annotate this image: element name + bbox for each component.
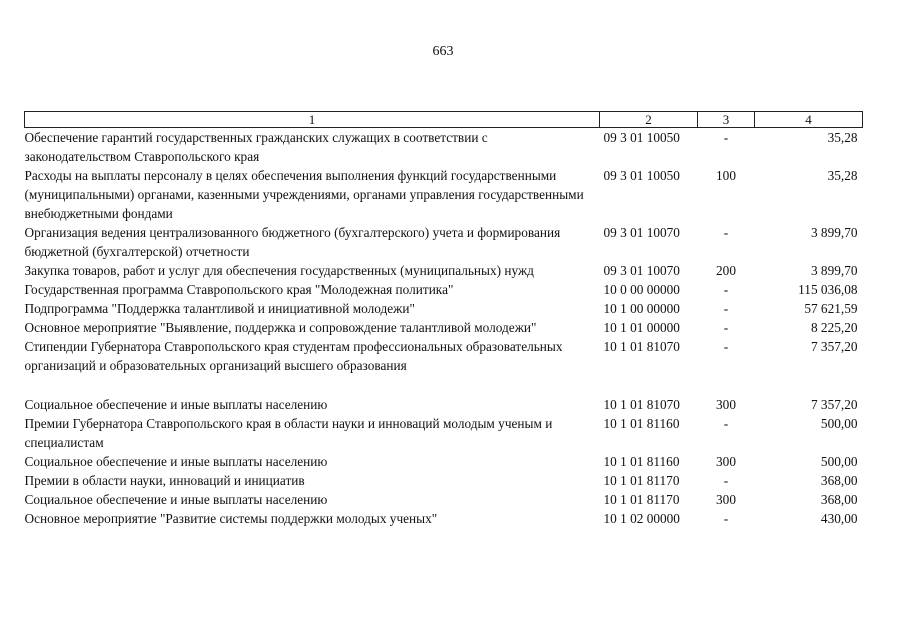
row-name-cell: Закупка товаров, работ и услуг для обеспечения государственных (муниципальных) нужд <box>24 263 534 278</box>
table-header <box>25 112 863 128</box>
header-col-3: 3 <box>698 112 755 128</box>
table-row <box>25 490 863 509</box>
row-type-cell: 200 <box>716 263 736 278</box>
table-row <box>25 452 863 471</box>
row-code-cell: 10 1 01 81170 <box>603 492 680 507</box>
table-row <box>25 128 863 167</box>
header-col-1: 1 <box>25 112 600 128</box>
table-body <box>25 128 863 529</box>
row-name-cell: Государственная программа Ставропольского края "Молодежная политика" <box>24 282 454 297</box>
row-sum-cell: 500,00 <box>820 416 858 431</box>
row-type-cell: - <box>723 282 729 297</box>
row-type-cell: - <box>723 320 729 335</box>
row-sum-cell: 368,00 <box>820 492 858 507</box>
row-type-cell: - <box>723 473 729 488</box>
row-sum-cell: 7 357,20 <box>810 397 858 412</box>
table-row <box>25 223 863 261</box>
row-sum-cell: 115 036,08 <box>798 282 858 297</box>
row-name-cell: Социальное обеспечение и иные выплаты населению <box>24 454 328 469</box>
table-row <box>25 280 863 299</box>
row-type-cell: 300 <box>716 397 736 412</box>
row-name-cell: Расходы на выплаты персоналу в целях обеспечения выполнения функций государственными (муниципальными) органами, казенными учреждениями, органами управления государственными внебюджетными фондами <box>24 168 584 221</box>
row-sum-cell: 368,00 <box>820 473 858 488</box>
row-spacer <box>25 375 863 395</box>
row-sum-cell: 3 899,70 <box>810 225 858 240</box>
row-name-cell: Социальное обеспечение и иные выплаты населению <box>24 492 328 507</box>
row-code-cell: 10 1 01 81070 <box>603 339 680 354</box>
row-code-cell: 09 3 01 10050 <box>603 168 680 183</box>
row-name-cell: Премии в области науки, инноваций и инициатив <box>24 473 305 488</box>
row-type-cell: 300 <box>716 454 736 469</box>
row-type-cell: - <box>723 301 729 316</box>
table-row <box>25 318 863 337</box>
table-row <box>25 395 863 414</box>
table-row <box>25 166 863 223</box>
row-sum-cell: 430,00 <box>820 511 858 526</box>
row-type-cell: 100 <box>716 168 736 183</box>
row-type-cell: - <box>723 130 729 145</box>
row-type-cell: 300 <box>716 492 736 507</box>
table-row <box>25 261 863 280</box>
row-code-cell: 10 0 00 00000 <box>603 282 680 297</box>
page-number: 663 <box>432 44 454 59</box>
row-sum-cell: 8 225,20 <box>810 320 858 335</box>
table-row <box>25 337 863 375</box>
row-name-cell: Основное мероприятие "Развитие системы поддержки молодых ученых" <box>24 511 438 526</box>
row-name-cell: Премии Губернатора Ставропольского края в области науки и инноваций молодым ученым и специалистам <box>24 416 553 450</box>
row-name-cell: Организация ведения централизованного бюджетного (бухгалтерского) учета и формирования бюджетной (бухгалтерской) отчетности <box>24 225 561 259</box>
table-row <box>25 299 863 318</box>
row-sum-cell: 57 621,59 <box>804 301 858 316</box>
budget-table <box>24 111 863 528</box>
row-code-cell: 10 1 01 81170 <box>603 473 680 488</box>
table-row <box>25 414 863 452</box>
row-sum-cell: 500,00 <box>820 454 858 469</box>
row-sum-cell: 35,28 <box>827 130 858 145</box>
row-sum-cell: 3 899,70 <box>810 263 858 278</box>
row-type-cell: - <box>723 225 729 240</box>
row-name-cell: Обеспечение гарантий государственных гражданских служащих в соответствии с законодательством Ставропольского края <box>24 130 488 164</box>
header-col-4: 4 <box>755 112 863 128</box>
row-type-cell: - <box>723 339 729 354</box>
row-type-cell: - <box>723 416 729 431</box>
row-name-cell: Социальное обеспечение и иные выплаты населению <box>24 397 328 412</box>
row-sum-cell: 35,28 <box>827 168 858 183</box>
row-name-cell: Основное мероприятие "Выявление, поддержка и сопровождение талантливой молодежи" <box>24 320 537 335</box>
spacer-cell <box>25 375 863 395</box>
header-col-2: 2 <box>600 112 698 128</box>
row-name-cell: Подпрограмма "Поддержка талантливой и инициативной молодежи" <box>24 301 415 316</box>
row-sum-cell: 7 357,20 <box>810 339 858 354</box>
table-row <box>25 471 863 490</box>
row-code-cell: 09 3 01 10050 <box>603 130 680 145</box>
row-code-cell: 10 1 00 00000 <box>603 301 680 316</box>
row-code-cell: 09 3 01 10070 <box>603 225 680 240</box>
row-name-cell: Стипендии Губернатора Ставропольского края студентам профессиональных образовательных организаций и образовательных организаций высшего образования <box>24 339 563 373</box>
row-code-cell: 09 3 01 10070 <box>603 263 680 278</box>
row-code-cell: 10 1 02 00000 <box>603 511 680 526</box>
row-type-cell: - <box>723 511 729 526</box>
row-code-cell: 10 1 01 81160 <box>603 416 680 431</box>
table-row <box>25 509 863 528</box>
row-code-cell: 10 1 01 81160 <box>603 454 680 469</box>
header-row <box>25 112 863 128</box>
row-code-cell: 10 1 01 81070 <box>603 397 680 412</box>
row-code-cell: 10 1 01 00000 <box>603 320 680 335</box>
